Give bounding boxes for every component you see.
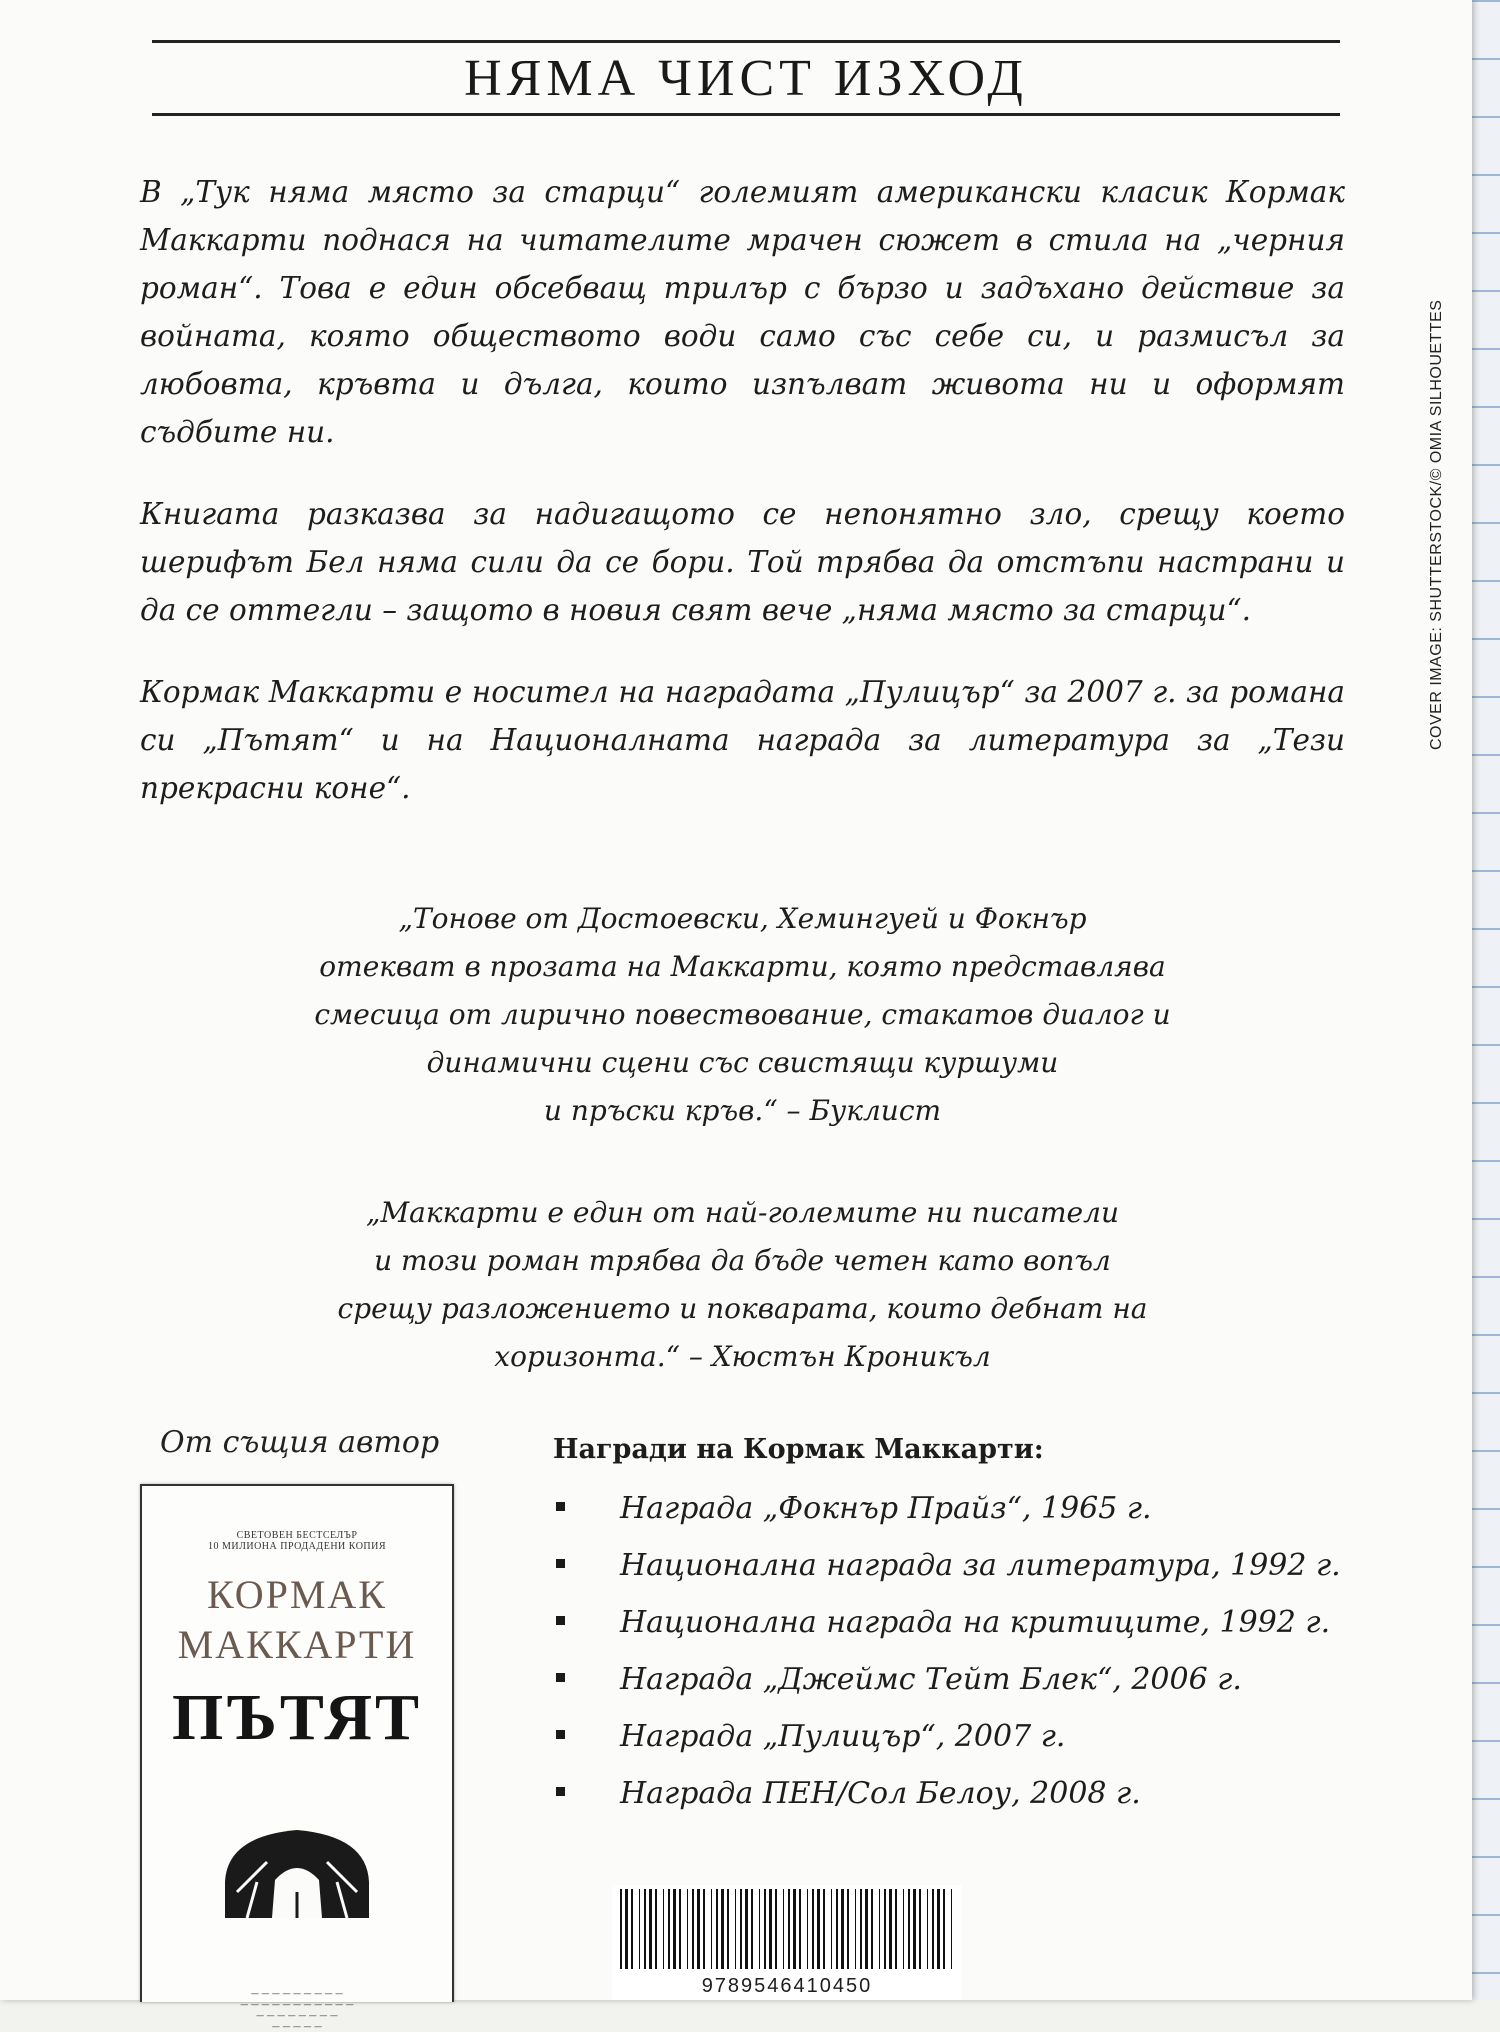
quote-end: хоризонта.“ – (494, 1340, 703, 1373)
barcode-bar (903, 1889, 904, 1969)
page-title: НЯМА ЧИСТ ИЗХОД (464, 50, 1028, 107)
barcode-bar (812, 1889, 814, 1969)
quote-line: „Маккарти е един от най-големите ни писатели (366, 1196, 1119, 1229)
barcode-bar (745, 1889, 748, 1969)
barcode-bar (783, 1889, 784, 1969)
barcode-bar (831, 1889, 832, 1969)
list-item (553, 1708, 1433, 1765)
cover-image-credit: COVER IMAGE: SHUTTERSTOCK/© OMIA SILHOUETTES (1428, 299, 1445, 750)
barcode-bar (740, 1889, 742, 1969)
barcode-bar (679, 1889, 681, 1969)
barcode-bar (668, 1889, 670, 1969)
barcode-bar (951, 1889, 952, 1969)
quote-source: Буклист (809, 1094, 942, 1127)
list-item (553, 1594, 1433, 1651)
list-item (553, 1651, 1433, 1708)
barcode-bar (807, 1889, 808, 1969)
barcode-digits: 9789546410450 (701, 1975, 873, 1997)
barcode-bar (735, 1889, 736, 1969)
barcode-bar (663, 1889, 664, 1969)
barcode-bar (687, 1889, 688, 1969)
paragraph-intro: В „Тук няма място за старци“ големият американски класик Кормак Маккарти поднася на читателите мрачен сюжет в стила на „черния роман“. Това е един обсебващ трилър с бързо и задъхано действие за войната, която обществото води само със себе си, и размисъл за любовта, кръвта и дълга, които изпълват живота ни и оформят съдбите ни. (140, 175, 1345, 449)
award-text: Национална награда на критиците, 1992 г. (620, 1605, 1331, 1640)
barcode-bar (919, 1889, 921, 1969)
barcode-bar (895, 1889, 897, 1969)
square-bullet-icon (556, 1559, 565, 1568)
book-author-last: МАККАРТИ (177, 1622, 417, 1667)
book-tagline-copies: 10 МИЛИОНА ПРОДАДЕНИ КОПИЯ (207, 1541, 387, 1552)
award-text: Награда „Фокнър Прайз“, 1965 г. (620, 1491, 1152, 1526)
quote-line: и този роман трябва да бъде четен като вопъл (374, 1244, 1111, 1277)
barcode-bar (692, 1889, 694, 1969)
awards-heading: Награди на Кормак Маккарти: (553, 1434, 1044, 1465)
barcode-bar (841, 1889, 844, 1969)
quote-source: Хюстън Кроникъл (711, 1340, 991, 1373)
square-bullet-icon (556, 1730, 565, 1739)
paragraph-plot: Книгата разказва за надигащото се непонятно зло, срещу което шерифът Бел няма сили да се бори. Той трябва да отстъпи настрани и да се оттегли – защото в новия свят вече „няма място за старци“. (140, 497, 1345, 627)
barcode (612, 1885, 962, 2000)
barcode-bar (721, 1889, 724, 1969)
barcode-bar (823, 1889, 825, 1969)
book-title: ПЪТЯТ (171, 1681, 423, 1754)
barcode-bar (716, 1889, 718, 1969)
barcode-bar (631, 1889, 633, 1969)
barcode-bar (927, 1889, 928, 1969)
square-bullet-icon (556, 1787, 565, 1796)
barcode-bar (865, 1889, 868, 1969)
barcode-bar (889, 1889, 892, 1969)
book-thumbnail (140, 1484, 454, 2031)
list-item (553, 1765, 1433, 1822)
barcode-bar (879, 1889, 880, 1969)
same-author-label: От същия автор (160, 1425, 440, 1460)
barcode-bar (884, 1889, 886, 1969)
square-bullet-icon (556, 1673, 565, 1682)
barcode-bar (751, 1889, 753, 1969)
barcode-bar (871, 1889, 873, 1969)
barcode-bar (759, 1889, 760, 1969)
quote-line (140, 1087, 1345, 1135)
barcode-bar (764, 1889, 766, 1969)
book-author-first: КОРМАК (207, 1572, 387, 1617)
quote-line: динамични сцени със свистящи куршуми (426, 1046, 1059, 1079)
award-text: Награда ПЕН/Сол Белоу, 2008 г. (620, 1776, 1141, 1811)
barcode-bar (620, 1889, 622, 1969)
barcode-bar (788, 1889, 790, 1969)
awards-section (553, 1430, 1433, 1822)
barcode-bar (793, 1889, 796, 1969)
barcode-bar (703, 1889, 705, 1969)
award-text: Награда „Джеймс Тейт Блек“, 2006 г. (620, 1662, 1242, 1697)
quote-end: и пръски кръв.“ – (543, 1094, 801, 1127)
barcode-bar (769, 1889, 772, 1969)
barcode-bar (932, 1889, 934, 1969)
barcode-bar (655, 1889, 657, 1969)
quote-line: срещу разложението и покварата, които дебнат на (337, 1292, 1148, 1325)
barcode-bar (847, 1889, 849, 1969)
description-block (140, 168, 1345, 846)
review-quote (140, 1189, 1345, 1381)
barcode-bar (799, 1889, 801, 1969)
award-text: Национална награда за литература, 1992 г. (620, 1548, 1341, 1583)
barcode-bar (860, 1889, 862, 1969)
tunnel-emblem-icon (217, 1822, 377, 1922)
barcode-bar (855, 1889, 856, 1969)
barcode-bar (943, 1889, 945, 1969)
barcode-bar (775, 1889, 777, 1969)
barcode-bar (673, 1889, 676, 1969)
barcode-bar (649, 1889, 652, 1969)
list-item (553, 1537, 1433, 1594)
barcode-bar (836, 1889, 838, 1969)
barcode-bars-icon (612, 1885, 962, 1975)
square-bullet-icon (556, 1502, 565, 1511)
awards-list (553, 1480, 1433, 1822)
square-bullet-icon (556, 1616, 565, 1625)
quote-line: смесица от лирично повествование, стакатов диалог и (314, 998, 1171, 1031)
review-quote (140, 895, 1345, 1135)
barcode-bar (727, 1889, 729, 1969)
book-tagline: СВЕТОВЕН БЕСТСЕЛЪР (236, 1530, 358, 1541)
quote-line: отекват в прозата на Маккарти, която представлява (319, 950, 1166, 983)
barcode-bar (937, 1889, 940, 1969)
barcode-bar (913, 1889, 916, 1969)
barcode-bar (639, 1889, 640, 1969)
barcode-bar (625, 1889, 628, 1969)
barcode-bar (697, 1889, 700, 1969)
barcode-bar (908, 1889, 910, 1969)
title-rule-bottom (152, 113, 1340, 116)
quote-line (140, 1333, 1345, 1381)
paragraph-awards: Кормак Маккарти е носител на наградата „Пулицър“ за 2007 г. за романа си „Пътят“ и на Националната награда за литература за „Тези прекрасни коне“. (140, 675, 1345, 805)
title-rule-top (152, 40, 1340, 43)
barcode-bar (817, 1889, 820, 1969)
barcode-bar (711, 1889, 712, 1969)
quote-line: „Тонове от Достоевски, Хемингуей и Фокнър (398, 902, 1087, 935)
award-text: Награда „Пулицър“, 2007 г. (620, 1719, 1066, 1754)
review-quotes (140, 895, 1345, 1435)
list-item (553, 1480, 1433, 1537)
book-blurb-lines: — — — — — — — — — — — — — — — — — — — — — — — — — — — — — — — — — (240, 1989, 354, 2031)
barcode-bar (644, 1889, 646, 1969)
